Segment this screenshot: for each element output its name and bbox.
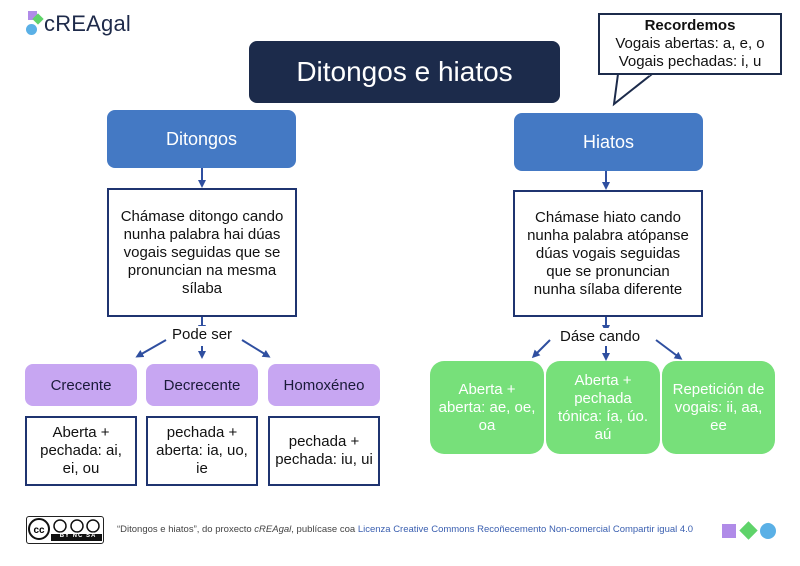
callout-closed-vowels: Vogais pechadas: i, u — [618, 53, 762, 70]
arrow-crecente — [138, 340, 166, 356]
hiatos-header: Hiatos — [514, 113, 703, 171]
callout-heading: Recordemos — [644, 17, 736, 34]
hiatos-connector-label: Dáse cando — [560, 328, 641, 345]
cc-badge-label: BY NC SA — [59, 533, 97, 539]
svg-text:cc: cc — [33, 525, 45, 536]
example-decrecente: pechada + aberta: ia, uo, ie — [146, 416, 258, 486]
license-link[interactable]: Licenza Creative Commons Recoñecemento Non-comercial Compartir igual 4.0 — [357, 524, 694, 535]
type-decrecente: Decrecente — [146, 364, 258, 406]
example-crecente: Aberta + pechada: ai, ei, ou — [25, 416, 137, 486]
type-homoxeneo: Homoxéneo — [268, 364, 380, 406]
arrow-case-1 — [534, 340, 550, 356]
logo-text: cREAgal — [44, 11, 131, 36]
ditongos-header: Ditongos — [107, 110, 296, 168]
hiatos-definition: Chámase hiato cando nunha palabra atópanse dúas vogais seguidas que se pronuncian nunha sílaba diferente — [513, 190, 703, 317]
creative-commons-badge — [26, 516, 104, 544]
hiato-case-repeated-vowels: Repetición de vogais: ii, aa, ee — [662, 361, 775, 454]
hiato-case-open-open: Aberta + aberta: ae, oe, oa — [430, 361, 544, 454]
example-homoxeneo: pechada + pechada: iu, ui — [268, 416, 380, 486]
page-title: Ditongos e hiatos — [249, 41, 560, 103]
ditongos-connector-label: Pode ser — [172, 326, 233, 343]
arrow-homoxeneo — [242, 340, 268, 356]
footer-prefix: “Ditongos e hiatos”, do proxecto — [117, 524, 255, 535]
footer-project: cREAgal — [254, 524, 292, 535]
arrow-case-3 — [656, 340, 680, 358]
type-crecente: Crecente — [25, 364, 137, 406]
callout-open-vowels: Vogais abertas: a, e, o — [615, 35, 765, 52]
footer-mid: , publícase coa — [291, 524, 358, 535]
ditongos-definition: Chámase ditongo cando nunha palabra hai dúas vogais seguidas que se pronuncian na mesma sílaba — [107, 188, 297, 317]
footer-attribution — [117, 524, 693, 535]
hiato-case-open-closed-tonic: Aberta + pechada tónica: ía, úo. aú — [546, 361, 660, 454]
